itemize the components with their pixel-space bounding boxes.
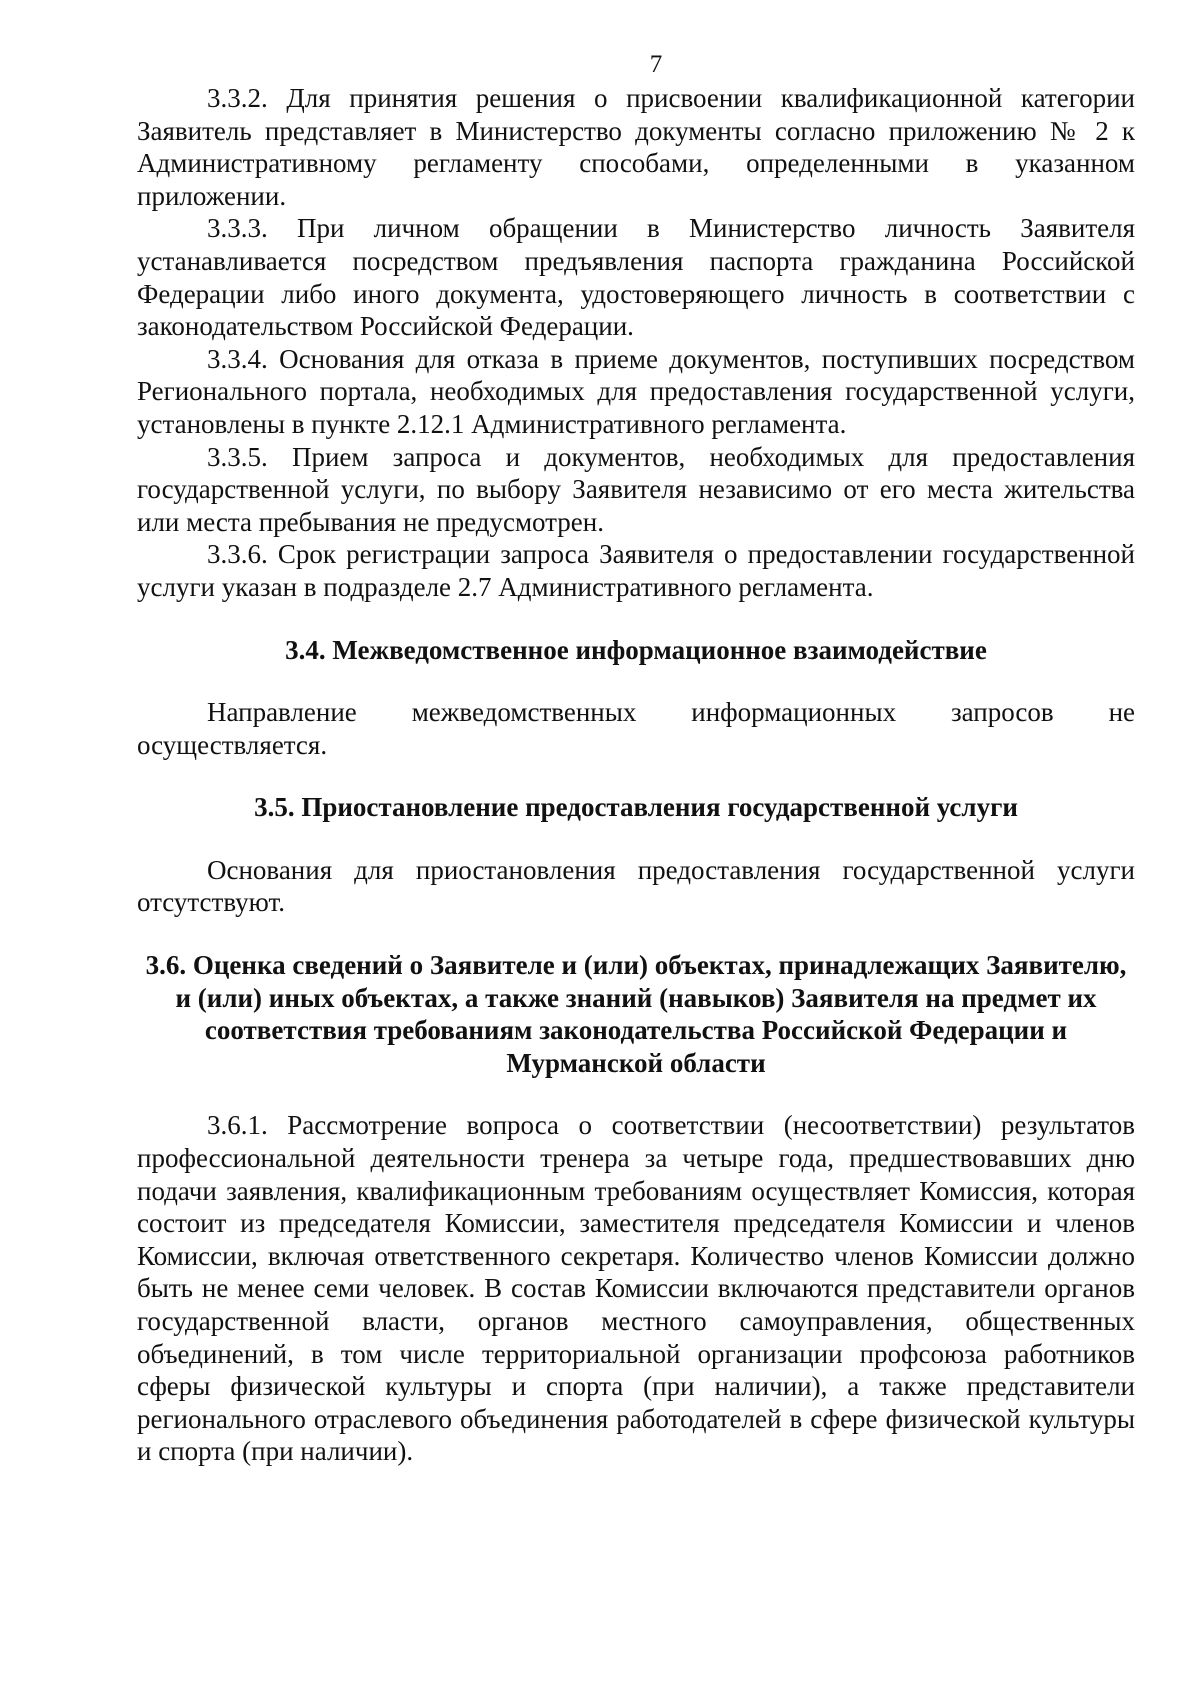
spacer	[137, 604, 1135, 634]
section-heading-3-5: 3.5. Приостановление предоставления государственной услуги	[254, 792, 1018, 823]
section-heading-3-6: 3.6. Оценка сведений о Заявителе и (или) объектах, принадлежащих Заявителю, и (или) иных объектах, а также знаний (навыков) Заявителя на предмет их соответствия требованиям законодательства Российской Федерации и Мурманской области	[145, 950, 1127, 1078]
spacer	[137, 761, 1135, 791]
section-heading-3-4: 3.4. Межведомственное информационное взаимодействие	[285, 634, 987, 665]
paragraph-3-3-6: 3.3.6. Срок регистрации запроса Заявителя о предоставлении государственной услуги указан в подразделе 2.7 Административного регламента.	[137, 539, 1135, 602]
spacer	[137, 666, 1135, 696]
document-page	[137, 48, 1135, 1468]
paragraph-3-3-5: 3.3.5. Прием запроса и документов, необходимых для предоставления государственной услуги, по выбору Заявителя независимо от его места жительства или места пребывания не предусмотрен.	[137, 441, 1135, 537]
page-number: 7	[649, 51, 663, 78]
paragraph-3-5-text: Основания для приостановления предоставления государственной услуги отсутствуют.	[137, 854, 1135, 918]
spacer	[137, 919, 1135, 949]
spacer	[137, 1079, 1135, 1109]
paragraph-3-3-3: 3.3.3. При личном обращении в Министерство личность Заявителя устанавливается посредством предъявления паспорта гражданина Российской Федерации либо иного документа, удостоверяющего личность в соответствии с законодательством Российской Федерации.	[137, 213, 1135, 342]
paragraph-3-3-2: 3.3.2. Для принятия решения о присвоении квалификационной категории Заявитель представляет в Министерство документы согласно приложению № 2 к Административному регламенту способами, определенными в указанном приложении.	[137, 83, 1135, 211]
paragraph-3-4-text: Направление межведомственных информационных запросов не осуществляется.	[137, 697, 1135, 760]
paragraph-3-3-4: 3.3.4. Основания для отказа в приеме документов, поступивших посредством Регионального портала, необходимых для предоставления государственной услуги, установлены в пункте 2.12.1 Административного регламента.	[137, 343, 1135, 439]
paragraph-3-6-1: 3.6.1. Рассмотрение вопроса о соответствии (несоответствии) результатов профессиональной деятельности тренера за четыре года, предшествовавших дню подачи заявления, квалификационным требованиям осуществляет Комиссия, которая состоит из председателя Комиссии, заместителя председателя Комиссии и членов Комиссии, включая ответственного секретаря. Количество членов Комиссии должно быть не менее семи человек. В состав Комиссии включаются представители органов государственной власти, органов местного самоуправления, общественных объединений, в том числе территориальной организации профсоюза работников сферы физической культуры и спорта (при наличии), а также представители регионального отраслевого объединения работодателей в сфере физической культуры и спорта (при наличии).	[137, 1110, 1135, 1467]
spacer	[137, 824, 1135, 854]
